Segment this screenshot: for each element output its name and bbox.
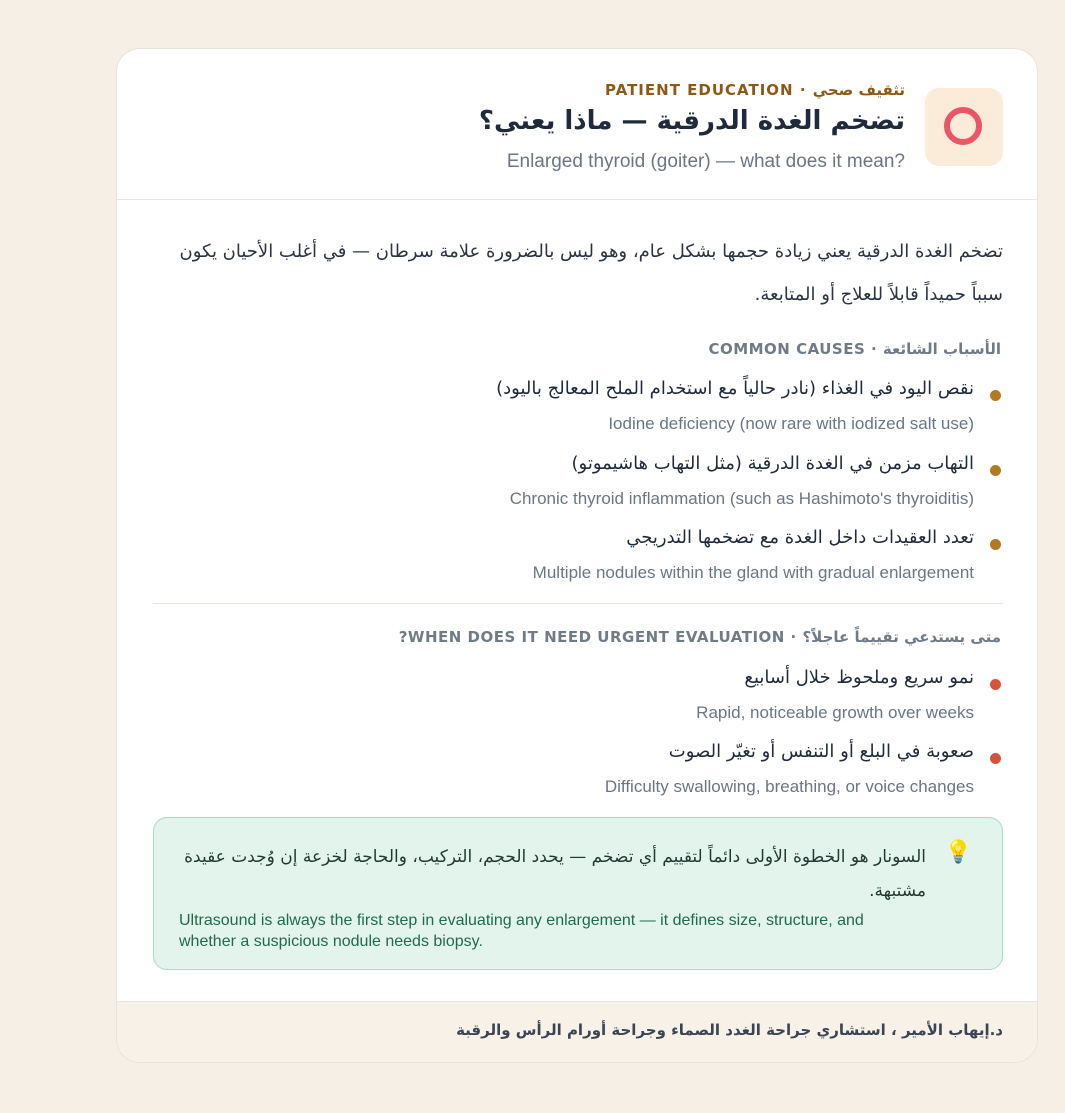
urgent-section-label: ?WHEN DOES IT NEED URGENT EVALUATION · متى يستدعي تقييماً عاجلاً؟ [398, 628, 1001, 646]
intro-paragraph: تضخم الغدة الدرقية يعني زيادة حجمها بشكل عام، وهو ليس بالضرورة علامة سرطان — في أغلب الأحيان يكون سبباً حميداً قابلاً للعلاج أو المتابعة. [179, 241, 1003, 305]
urgent-text-ar: صعوبة في البلع أو التنفس أو تغيّر الصوت [668, 741, 974, 762]
bullet-dot [990, 679, 1001, 690]
page-title: تضخم الغدة الدرقية — ماذا يعني؟ [478, 106, 905, 136]
cause-text-en: Iodine deficiency (now rare with iodized salt use) [608, 414, 974, 433]
author-credit: د.إيهاب الأمير ، استشاري جراحة الغدد الصماء وجراحة أورام الرأس والرقبة [456, 1021, 1003, 1039]
causes-section-label: COMMON CAUSES · الأسباب الشائعة [708, 340, 1001, 358]
card-footer [117, 1001, 1038, 1063]
cause-text-en: Chronic thyroid inflammation (such as Hashimoto's thyroiditis) [509, 489, 974, 508]
urgent-text-en: Difficulty swallowing, breathing, or voice changes [604, 777, 974, 796]
bullet-dot [990, 539, 1001, 550]
cause-text-en: Multiple nodules within the gland with gradual enlargement [532, 563, 974, 582]
section-divider [153, 603, 1003, 604]
lightbulb-icon: 💡 [944, 840, 972, 865]
kicker-label: PATIENT EDUCATION · تثقيف صحي [605, 81, 905, 99]
ultrasound-callout [153, 817, 1003, 970]
cause-text-ar: تعدد العقيدات داخل الغدة مع تضخمها التدريجي [626, 527, 974, 548]
cause-text-ar: نقص اليود في الغذاء (نادر حالياً مع استخدام الملح المعالج باليود) [496, 378, 974, 399]
bullet-dot [990, 390, 1001, 401]
ring-icon [944, 107, 982, 145]
callout-text-ar: السونار هو الخطوة الأولى دائماً لتقييم أي تضخم — يحدد الحجم، التركيب، والحاجة لخزعة إن وُجدت عقيدة مشتبهة. [184, 847, 926, 901]
callout-text-en: Ultrasound is always the first step in evaluating any enlargement — it defines size, structure, and whether a suspicious nodule needs biopsy. [179, 912, 864, 950]
education-card [116, 48, 1038, 1063]
page-subtitle: Enlarged thyroid (goiter) — what does it mean? [506, 151, 905, 172]
card-header [117, 49, 1038, 200]
bullet-dot [990, 753, 1001, 764]
header-icon-tile [925, 88, 1003, 166]
bullet-dot [990, 465, 1001, 476]
urgent-text-ar: نمو سريع وملحوظ خلال أسابيع [744, 667, 974, 688]
urgent-text-en: Rapid, noticeable growth over weeks [696, 703, 974, 722]
cause-text-ar: التهاب مزمن في الغدة الدرقية (مثل التهاب هاشيموتو) [571, 453, 974, 474]
